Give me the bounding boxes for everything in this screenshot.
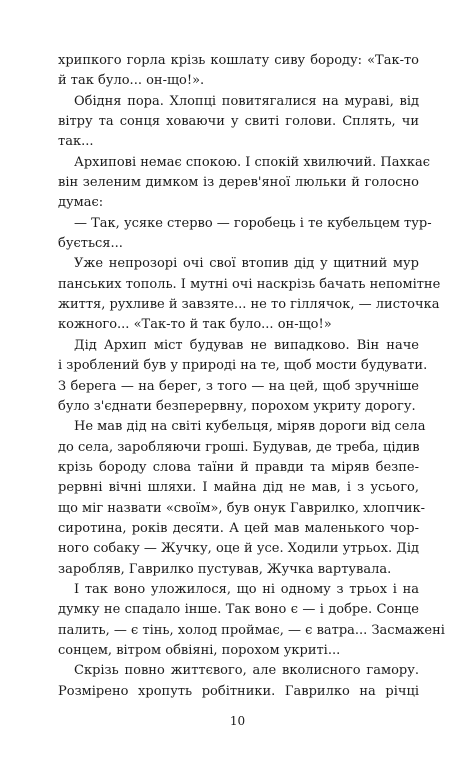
text-line: думає:	[58, 195, 104, 211]
text-line: і зроблений був у природі на те, щоб мости будувати.	[58, 358, 428, 374]
text-line: З берега — на берег, з того — на цей, щоб зручніше	[58, 378, 419, 394]
text-line: — Так, усяке стерво — горобець і те кубельцем тур-	[74, 215, 432, 231]
text-line: бується...	[58, 236, 123, 252]
text-line: так...	[58, 134, 94, 150]
text-line: сонцем, вітром обвіяні, порохом укриті...	[58, 642, 341, 658]
text-line: панських тополь. І мутні очі наскрізь бачать непомітне	[58, 276, 441, 292]
text-line: сиротина, років десяти. А цей мав маленького чор-	[58, 520, 419, 536]
text-line: життя, рухливе й завзяте... не то гіллячок, — листочка	[58, 297, 440, 313]
text-line: палить, — є тінь, холод проймає, — є ватра... Засмажені	[58, 622, 445, 638]
text-line: й так було... он-що!».	[58, 73, 205, 89]
text-line: ного собаку — Жучку, оце й усе. Ходили утрьох. Дід	[58, 541, 419, 557]
page-body	[58, 51, 445, 702]
text-line: було з'єднати безперервну, порохом укриту дорогу.	[58, 398, 416, 414]
text-line: кожного... «Так-то й так було... он-що!»	[58, 317, 332, 333]
text-line: крізь бороду слова таїни й правди та міряв безпе-	[58, 459, 419, 475]
text-line: думку не спадало інше. Так воно є — і добре. Сонце	[58, 602, 419, 618]
page-number: 10	[229, 714, 246, 728]
text-line: Архипові немає спокою. І спокій хвилючий. Пахкає	[74, 154, 430, 170]
text-line: Обідня пора. Хлопці повитягалися на мураві, від	[74, 93, 419, 109]
text-line: Скрізь повно життєвого, але вколисного гамору.	[74, 663, 419, 679]
text-line: Уже непрозорі очі свої втопив дід у щитний мур	[74, 256, 419, 272]
text-line: до села, заробляючи гроші. Будував, де треба, цідив	[58, 439, 420, 455]
text-line: він зеленим димком із дерев'яної люльки й голосно	[58, 175, 419, 191]
text-line: Дід Архип міст будував не випадково. Він наче	[74, 337, 419, 353]
text-line: Не мав дід на світі кубельця, міряв дороги від села	[74, 419, 426, 435]
text-line: І так воно уложилося, що ні одному з трьох і на	[74, 581, 419, 597]
text-line: заробляв, Гаврилко пустував, Жучка вартувала.	[58, 561, 392, 577]
text-line: рервні вічні шляхи. І майна дід не мав, і з усього,	[58, 480, 419, 496]
text-line: вітру та сонця ховаючи у свиті голови. Сплять, чи	[58, 114, 419, 130]
text-line: Розмірено хропуть робітники. Гаврилко на річці	[58, 683, 419, 699]
text-line: що міг назвати «своїм», був онук Гаврилко, хлопчик-	[58, 500, 426, 516]
text-line: хрипкого горла крізь кошлату сиву бороду: «Так-то	[58, 53, 419, 68]
